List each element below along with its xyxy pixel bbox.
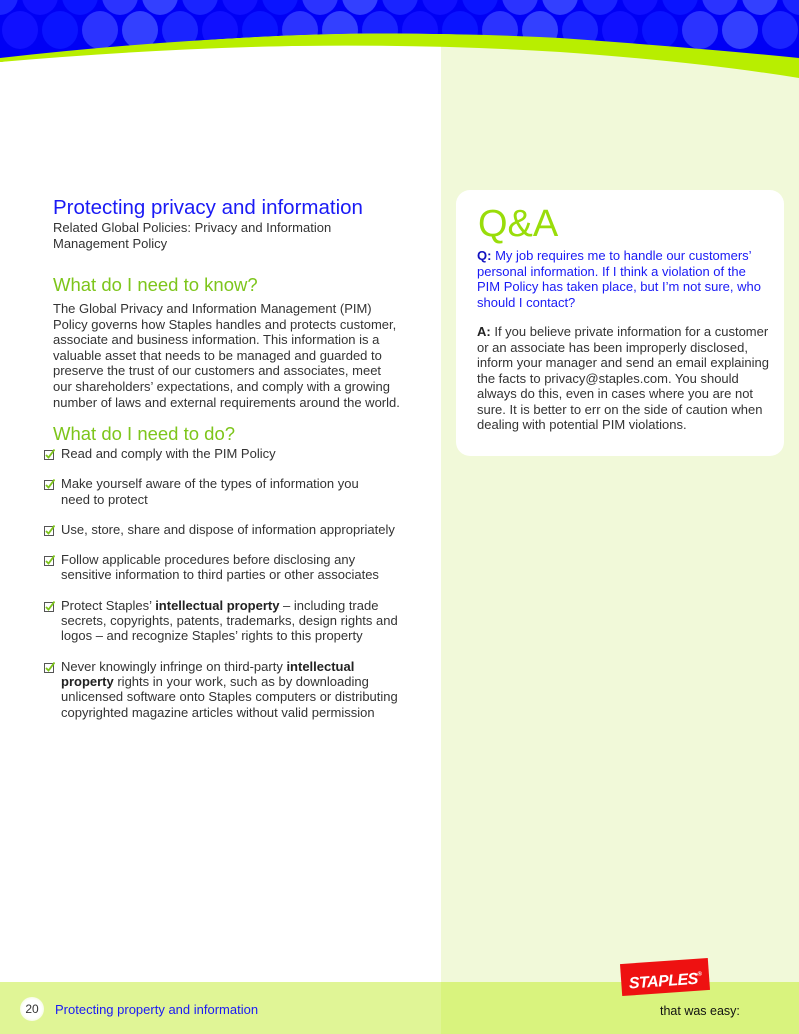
know-line: number of laws and external requirements around the world. (53, 394, 400, 410)
checklist-text: Protect Staples’ (61, 597, 156, 613)
checklist-text: secrets, copyrights, patents, trademarks, design rights and (61, 613, 398, 629)
answer-text: sure. It is better to err on the side of caution when (477, 401, 763, 417)
qa-question (477, 248, 777, 310)
checklist-item (44, 446, 424, 461)
checklist-text: rights in your work, such as by downloading (113, 673, 369, 689)
checkbox-checked-icon (44, 601, 55, 612)
checklist-emphasis: property (61, 673, 114, 689)
header-dot (82, 11, 118, 49)
checkbox-checked-icon (44, 662, 55, 673)
header-dot (42, 11, 78, 49)
checklist-text: unlicensed software onto Staples computers or distributing (61, 689, 398, 705)
page-title: Protecting privacy and information (53, 196, 363, 219)
answer-text: If you believe private information for a customer (490, 324, 769, 339)
checklist-text: sensitive information to third parties or other associates (61, 567, 379, 583)
know-line: preserve the trust of our customers and associates, meet (53, 363, 382, 379)
answer-text: always do this, even in cases where you are not (477, 386, 754, 401)
header-dot (762, 11, 798, 49)
header-dot (682, 11, 718, 49)
checklist-text: Use, store, share and dispose of information appropriately (61, 521, 395, 537)
header-dot (2, 11, 38, 49)
checklist-text: Read and comply with the PIM Policy (61, 446, 276, 461)
know-line: The Global Privacy and Information Management (PIM) (53, 301, 372, 316)
brand-tagline: that was easy: (660, 1004, 740, 1018)
checkbox-checked-icon (44, 525, 55, 536)
know-line: associate and business information. This information is a (53, 332, 380, 348)
checklist-text: copyrighted magazine articles without valid permission (61, 704, 375, 720)
checklist-item (44, 522, 424, 537)
question-text: personal information. If I think a violation of the (477, 263, 746, 279)
answer-text: dealing with potential PIM violations. (477, 417, 687, 432)
checkbox-checked-icon (44, 479, 55, 490)
staples-logo (620, 958, 710, 996)
answer-text: inform your manager and send an email explaining (477, 355, 769, 370)
page-number: 20 (20, 997, 44, 1021)
question-label: Q: (477, 248, 492, 263)
checklist-text: Make yourself aware of the types of information you (61, 476, 359, 492)
question-text: should I contact? (477, 294, 576, 310)
footer-right-band (441, 982, 799, 1034)
qa-answer (477, 324, 782, 433)
main-column (53, 196, 423, 445)
logo-text: STAPLES (628, 970, 699, 993)
qa-callout (456, 190, 784, 456)
related-policies-line1: Related Global Policies: Privacy and Information (53, 220, 332, 235)
related-policies-line2: Management Policy (53, 236, 168, 251)
registered-mark: ® (697, 971, 702, 978)
todo-checklist (44, 446, 424, 720)
answer-text: or an associate has been improperly disclosed, (477, 339, 748, 355)
answer-label: A: (477, 324, 491, 339)
know-paragraph (53, 301, 423, 410)
question-text: PIM Policy has taken place, but I’m not sure, who (477, 279, 761, 294)
footer-section-title: Protecting property and information (55, 1002, 259, 1017)
know-line: Policy governs how Staples handles and protects customer, (53, 316, 397, 332)
checklist-emphasis: intellectual (286, 658, 355, 674)
checklist-item (44, 659, 424, 720)
checklist-item (44, 552, 424, 583)
checkbox-checked-icon (44, 555, 55, 566)
checklist-item (44, 476, 424, 507)
header-dot (642, 11, 678, 49)
checklist-text: need to protect (61, 491, 148, 507)
checklist-item (44, 598, 424, 644)
qa-title: Q&A (478, 203, 559, 245)
checklist-text: logos – and recognize Staples’ rights to this property (61, 628, 363, 644)
question-text: My job requires me to handle our customers’ (491, 248, 752, 263)
checkbox-checked-icon (44, 449, 55, 460)
sidebar-panel-background (441, 0, 799, 982)
header-banner (0, 0, 799, 80)
checklist-text: – including trade (279, 597, 379, 613)
know-line: our shareholders’ expectations, and comply with a growing (53, 378, 390, 394)
do-heading: What do I need to do? (53, 423, 236, 445)
checklist-text: Never knowingly infringe on third-party (61, 658, 287, 674)
header-dot (722, 11, 758, 49)
checklist-text: Follow applicable procedures before disclosing any (61, 552, 356, 568)
answer-text: the facts to privacy@staples.com. You should (477, 370, 739, 386)
header-dot (122, 11, 158, 49)
know-line: valuable asset that needs to be managed and guarded to (53, 347, 382, 363)
know-heading: What do I need to know? (53, 274, 258, 295)
checklist-emphasis: intellectual property (155, 597, 280, 613)
